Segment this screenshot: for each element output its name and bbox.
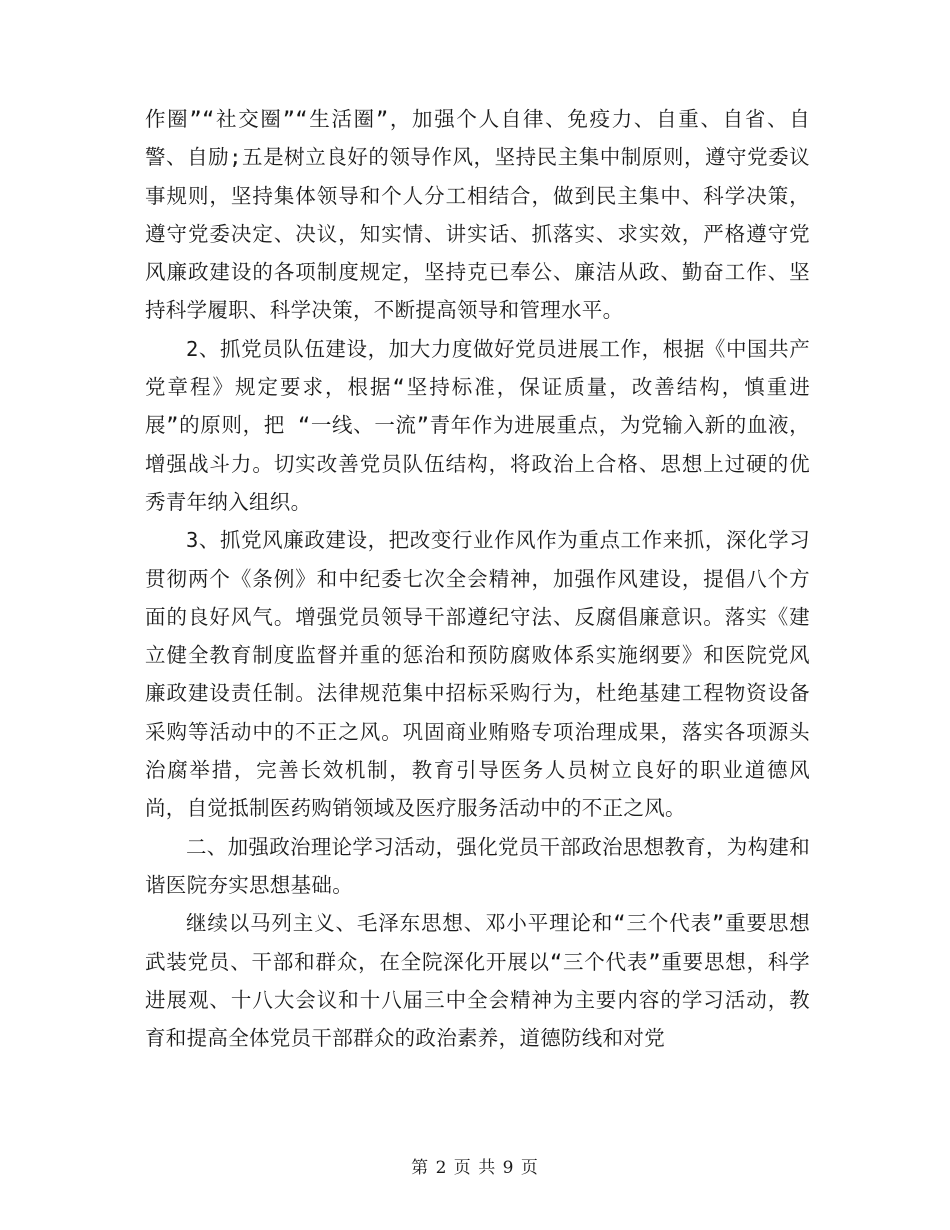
paragraph-continuation: 作圈”“社交圈”“生活圈”，加强个人自律、免疫力、自重、自省、自警、自励;五是树立良好的领导作风，坚持民主集中制原则，遵守党委议事规则，坚持集体领导和个人分工相结合，做到民主集中、科学决策，遵守党委决定、决议，知实情、讲实话、抓落实、求实效，严格遵守党风廉政建设的各项制度规定，坚持克已奉公、廉洁从政、勤奋工作、坚持科学履职、科学决策，不断提高领导和管理水平。: [145, 107, 810, 323]
paragraph-clean-governance: 3、抓党风廉政建设，把改变行业作风作为重点工作来抓，深化学习贯彻两个《条例》和中纪委七次全会精神，加强作风建设，提倡八个方面的良好风气。增强党员领导干部遵纪守法、反腐倡廉意识。落实《建立健全教育制度监督并重的惩治和预防腐败体系实施纲要》和医院党风廉政建设责任制。法律规范集中招标采购行为，杜绝基建工程物资设备采购等活动中的不正之风。巩固商业贿赂专项治理成果，落实各项源头治腐举措，完善长效机制，教育引导医务人员树立良好的职业道德风尚，自觉抵制医药购销领域及医疗服务活动中的不正之风。: [145, 528, 810, 821]
page-number-footer: [0, 1153, 950, 1178]
paragraph-party-member-building: 2、抓党员队伍建设，加大力度做好党员进展工作，根据《中国共产党章程》规定要求，根据“坚持标准，保证质量，改善结构，慎重进展”的原则，把 “一线、一流”青年作为进展重点，为党输入新的血液，增强战斗力。切实改善党员队伍结构，将政治上合格、思想上过硬的优秀青年纳入组织。: [145, 336, 810, 514]
paragraph-theory-study: 继续以马列主义、毛泽东思想、邓小平理论和“三个代表”重要思想武装党员、干部和群众，在全院深化开展以“三个代表”重要思想，科学进展观、十八大会议和十八届三中全会精神为主要内容的学习活动，教育和提高全体党员干部群众的政治素养，道德防线和对党: [145, 911, 810, 1051]
footer-middle: 页 共: [453, 1158, 497, 1178]
document-page: [145, 100, 810, 1057]
current-page-number: 2: [435, 1158, 448, 1178]
total-pages-number: 9: [502, 1158, 515, 1178]
section-heading-political-study: 二、加强政治理论学习活动，强化党员干部政治思想教育，为构建和谐医院夯实思想基础。: [145, 834, 810, 897]
footer-prefix: 第: [411, 1158, 430, 1178]
footer-suffix: 页: [520, 1158, 539, 1178]
